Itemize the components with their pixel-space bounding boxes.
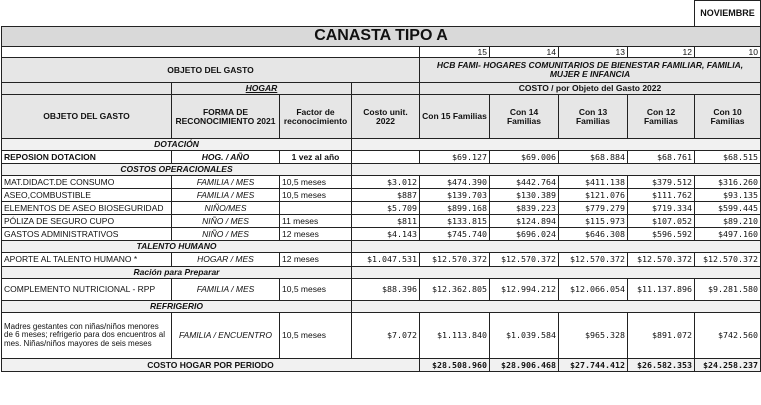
row-factor	[280, 202, 352, 215]
row-value: $696.024	[490, 228, 559, 241]
row-value: $69.006	[490, 151, 559, 164]
row-value: $12.570.372	[695, 253, 761, 267]
row-value: $599.445	[695, 202, 761, 215]
row-objeto: REPOSION DOTACION	[2, 151, 172, 164]
row-costo: $811	[352, 215, 420, 228]
row-objeto: APORTE AL TALENTO HUMANO *	[2, 253, 172, 267]
row-forma: FAMILIA / MES	[172, 279, 280, 301]
col-families: Con 13 Familias	[559, 95, 628, 139]
row-costo: $887	[352, 189, 420, 202]
section-spacer	[352, 301, 761, 313]
row-value: $965.328	[559, 313, 628, 359]
col-objeto: OBJETO DEL GASTO	[2, 95, 172, 139]
row-value: $69.127	[420, 151, 490, 164]
row-objeto: GASTOS ADMINISTRATIVOS	[2, 228, 172, 241]
section-title: TALENTO HUMANO	[2, 241, 352, 253]
row-costo: $5.709	[352, 202, 420, 215]
total-value: $27.744.412	[559, 359, 628, 372]
row-factor: 10,5 meses	[280, 189, 352, 202]
row-forma: FAMILIA / MES	[172, 176, 280, 189]
row-costo: $4.143	[352, 228, 420, 241]
row-value: $596.592	[628, 228, 695, 241]
row-value: $745.740	[420, 228, 490, 241]
row-costo: $7.072	[352, 313, 420, 359]
row-value: $12.066.054	[559, 279, 628, 301]
row-objeto: PÓLIZA DE SEGURO CUPO	[2, 215, 172, 228]
row-factor: 12 meses	[280, 228, 352, 241]
row-forma: FAMILIA / ENCUENTRO	[172, 313, 280, 359]
row-value: $497.160	[695, 228, 761, 241]
row-objeto: COMPLEMENTO NUTRICIONAL - RPP	[2, 279, 172, 301]
section-title: Ración para Preparar	[2, 267, 352, 279]
family-count: 13	[559, 47, 628, 58]
row-value: $89.210	[695, 215, 761, 228]
total-value: $26.582.353	[628, 359, 695, 372]
row-value: $316.260	[695, 176, 761, 189]
hogar-label: HOGAR	[172, 83, 352, 95]
row-value: $12.570.372	[420, 253, 490, 267]
count-spacer	[2, 47, 420, 58]
blank-cell	[352, 83, 420, 95]
row-value: $742.560	[695, 313, 761, 359]
row-value: $442.764	[490, 176, 559, 189]
row-objeto: ASEO,COMBUSTIBLE	[2, 189, 172, 202]
section-title: COSTOS OPERACIONALES	[2, 164, 352, 176]
row-factor: 10,5 meses	[280, 313, 352, 359]
section-spacer	[352, 139, 761, 151]
program-name: HCB FAMI- HOGARES COMUNITARIOS DE BIENESTAR FAMILIAR, FAMILIA, MUJER E INFANCIA	[420, 58, 761, 83]
family-count: 15	[420, 47, 490, 58]
row-value: $133.815	[420, 215, 490, 228]
row-value: $93.135	[695, 189, 761, 202]
section-spacer	[352, 241, 761, 253]
row-value: $115.973	[559, 215, 628, 228]
section-title: DOTACIÓN	[2, 139, 352, 151]
total-value: $28.508.960	[420, 359, 490, 372]
row-value: $9.281.580	[695, 279, 761, 301]
row-factor: 12 meses	[280, 253, 352, 267]
row-value: $68.884	[559, 151, 628, 164]
row-factor: 10,5 meses	[280, 279, 352, 301]
header-spacer	[2, 1, 695, 27]
row-factor: 10,5 meses	[280, 176, 352, 189]
row-costo: $88.396	[352, 279, 420, 301]
blank-cell	[2, 83, 172, 95]
row-value: $379.512	[628, 176, 695, 189]
row-objeto: Madres gestantes con niñas/niños menores de 6 meses; refrigerio para dos encuentros al mes. Niñas/niños mayores de seis meses	[2, 313, 172, 359]
row-value: $124.894	[490, 215, 559, 228]
row-forma: NIÑO/MES	[172, 202, 280, 215]
col-factor: Factor de reconocimiento	[280, 95, 352, 139]
row-value: $1.039.584	[490, 313, 559, 359]
row-value: $12.362.805	[420, 279, 490, 301]
row-value: $719.334	[628, 202, 695, 215]
total-value: $28.906.468	[490, 359, 559, 372]
section-title: REFRIGERIO	[2, 301, 352, 313]
row-value: $891.072	[628, 313, 695, 359]
costo-header: COSTO / por Objeto del Gasto 2022	[420, 83, 761, 95]
row-costo: $1.047.531	[352, 253, 420, 267]
row-value: $68.761	[628, 151, 695, 164]
row-value: $11.137.896	[628, 279, 695, 301]
row-value: $68.515	[695, 151, 761, 164]
objeto-header: OBJETO DEL GASTO	[2, 58, 420, 83]
col-families: Con 10 Familias	[695, 95, 761, 139]
family-count: 14	[490, 47, 559, 58]
row-forma: HOGAR / MES	[172, 253, 280, 267]
row-value: $474.390	[420, 176, 490, 189]
month-label: NOVIEMBRE	[695, 1, 761, 27]
row-value: $12.994.212	[490, 279, 559, 301]
row-value: $111.762	[628, 189, 695, 202]
section-spacer	[352, 267, 761, 279]
budget-table	[1, 0, 761, 372]
family-count: 12	[628, 47, 695, 58]
col-families: Con 14 Familias	[490, 95, 559, 139]
row-value: $779.279	[559, 202, 628, 215]
row-value: $12.570.372	[490, 253, 559, 267]
row-value: $646.308	[559, 228, 628, 241]
row-value: $1.113.840	[420, 313, 490, 359]
col-families: Con 15 Familias	[420, 95, 490, 139]
row-value: $899.168	[420, 202, 490, 215]
row-forma: NIÑO / MES	[172, 215, 280, 228]
row-forma: FAMILIA / MES	[172, 189, 280, 202]
row-objeto: MAT.DIDACT.DE CONSUMO	[2, 176, 172, 189]
total-label: COSTO HOGAR POR PERIODO	[2, 359, 420, 372]
row-factor: 1 vez al año	[280, 151, 352, 164]
row-costo: $3.012	[352, 176, 420, 189]
row-factor: 11 meses	[280, 215, 352, 228]
row-objeto: ELEMENTOS DE ASEO BIOSEGURIDAD	[2, 202, 172, 215]
family-count: 10	[695, 47, 761, 58]
row-value: $839.223	[490, 202, 559, 215]
row-value: $130.389	[490, 189, 559, 202]
col-costo-unit: Costo unit. 2022	[352, 95, 420, 139]
col-families: Con 12 Familias	[628, 95, 695, 139]
row-costo	[352, 151, 420, 164]
total-value: $24.258.237	[695, 359, 761, 372]
row-value: $12.570.372	[559, 253, 628, 267]
row-forma: NIÑO / MES	[172, 228, 280, 241]
row-value: $411.138	[559, 176, 628, 189]
row-value: $12.570.372	[628, 253, 695, 267]
row-value: $139.703	[420, 189, 490, 202]
section-spacer	[352, 164, 761, 176]
row-value: $121.076	[559, 189, 628, 202]
col-forma: FORMA DE RECONOCIMIENTO 2021	[172, 95, 280, 139]
page-title: CANASTA TIPO A	[2, 27, 761, 47]
row-forma: HOG. / AÑO	[172, 151, 280, 164]
row-value: $107.052	[628, 215, 695, 228]
